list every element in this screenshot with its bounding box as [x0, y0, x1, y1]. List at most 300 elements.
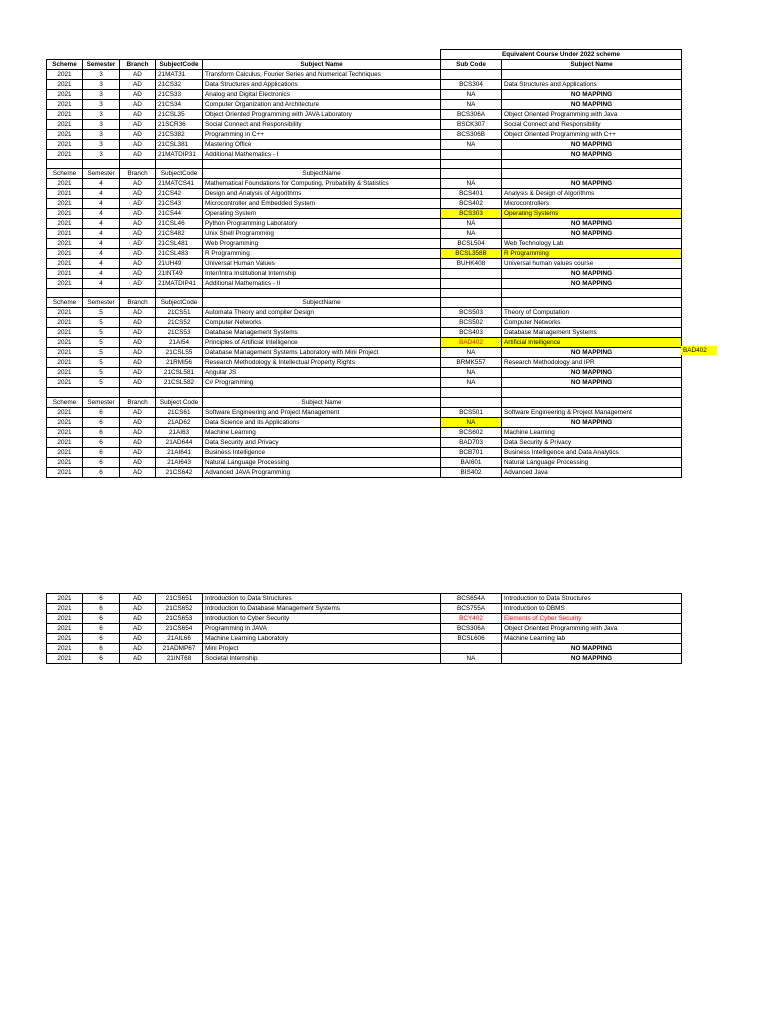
subject-code-cell: 21CS43 — [156, 199, 203, 209]
scheme-cell: 2021 — [47, 110, 83, 120]
scheme-cell: 2021 — [47, 338, 83, 348]
equivalent-subject-name-cell: NO MAPPING — [502, 348, 682, 358]
branch-cell: AD — [120, 447, 156, 457]
equivalent-subject-name-cell: Database Management Systems — [502, 328, 682, 338]
equivalent-subject-name-cell: NO MAPPING — [502, 269, 682, 279]
equivalent-subject-name-cell: NO MAPPING — [502, 140, 682, 150]
spacer-cell — [156, 388, 203, 397]
subject-code-cell: 21CSL35 — [156, 110, 203, 120]
subject-code-cell: 21CSL481 — [156, 239, 203, 249]
semester-cell: 4 — [83, 279, 120, 289]
table-row — [47, 644, 682, 654]
subject-code-cell: 21CS653 — [156, 614, 203, 624]
subject-name-cell: Unix Shell Programming — [203, 229, 441, 239]
column-header-empty — [502, 298, 682, 308]
spacer-cell — [441, 388, 502, 397]
scheme-cell: 2021 — [47, 348, 83, 358]
scheme-cell: 2021 — [47, 407, 83, 417]
equivalent-subject-name-cell: Data Security & Privacy — [502, 437, 682, 447]
scheme-cell: 2021 — [47, 328, 83, 338]
subject-code-cell: 21AI641 — [156, 447, 203, 457]
sub-code-cell: BCS403 — [441, 328, 502, 338]
subject-name-cell: Automata Theory and compiler Design — [203, 308, 441, 318]
equivalent-subject-name-cell: NO MAPPING — [502, 90, 682, 100]
subject-code-cell: 21CSL55 — [156, 348, 203, 358]
scheme-cell: 2021 — [47, 644, 83, 654]
subject-code-cell: 21MATCS41 — [156, 179, 203, 189]
semester-cell: 3 — [83, 150, 120, 160]
subject-code-cell: 21AI54 — [156, 338, 203, 348]
branch-cell: AD — [120, 120, 156, 130]
column-header-empty — [441, 298, 502, 308]
column-header: Scheme — [47, 60, 83, 70]
scheme-cell: 2021 — [47, 209, 83, 219]
semester-cell: 3 — [83, 90, 120, 100]
table-row — [47, 358, 682, 368]
subject-name-cell: Programming in JAVA — [203, 624, 441, 634]
column-header: SubjectCode — [156, 60, 203, 70]
subject-code-cell: 21CS382 — [156, 130, 203, 140]
subject-code-cell: 21AI643 — [156, 457, 203, 467]
table-row — [47, 249, 682, 259]
subject-name-cell: Advanced JAVA Programming — [203, 467, 441, 477]
column-header: Branch — [120, 60, 156, 70]
subject-code-cell: 21CSL581 — [156, 368, 203, 378]
subject-name-cell: Principles of Artificial Intelligence — [203, 338, 441, 348]
scheme-cell: 2021 — [47, 269, 83, 279]
table-row — [47, 80, 682, 90]
subject-name-cell: Operating System — [203, 209, 441, 219]
equivalent-subject-name-cell: NO MAPPING — [502, 179, 682, 189]
subject-code-cell: 21RMI56 — [156, 358, 203, 368]
equivalent-subject-name-cell: Social Connect and Responsibility — [502, 120, 682, 130]
branch-cell: AD — [120, 239, 156, 249]
branch-cell: AD — [120, 338, 156, 348]
table-row — [47, 259, 682, 269]
section-header-row — [47, 169, 682, 179]
semester-cell: 6 — [83, 407, 120, 417]
spacer-cell — [203, 388, 441, 397]
equivalent-subject-name-cell: NO MAPPING — [502, 368, 682, 378]
table-row — [47, 150, 682, 160]
subject-name-cell: Inter/Intra Institutional Internship — [203, 269, 441, 279]
branch-cell: AD — [120, 417, 156, 427]
equivalent-subject-name-cell: Artificial Intelligence — [502, 338, 682, 348]
subject-name-cell: Mini Project — [203, 644, 441, 654]
branch-cell: AD — [120, 229, 156, 239]
semester-cell: 3 — [83, 70, 120, 80]
equivalent-subject-name-cell — [502, 70, 682, 80]
table-row — [47, 199, 682, 209]
sub-code-cell: NA — [441, 378, 502, 388]
table-row — [47, 338, 682, 348]
sub-code-cell: BCS303 — [441, 209, 502, 219]
subject-name-cell: Database Management Systems Laboratory with Mini Project — [203, 348, 441, 358]
column-header-empty — [502, 397, 682, 407]
semester-cell: 4 — [83, 229, 120, 239]
scheme-cell: 2021 — [47, 249, 83, 259]
table-row — [47, 318, 682, 328]
equivalent-subject-name-cell: Theory of Computation — [502, 308, 682, 318]
subject-code-cell: 21CS42 — [156, 189, 203, 199]
equivalent-subject-name-cell: Object Oriented Programming with Java — [502, 624, 682, 634]
spacer-cell — [203, 160, 441, 169]
subject-name-cell: Python Programming Laboratory — [203, 219, 441, 229]
spacer-cell — [502, 160, 682, 169]
subject-code-cell: 21INT49 — [156, 269, 203, 279]
equivalent-subject-name-cell: Advanced Java — [502, 467, 682, 477]
scheme-cell: 2021 — [47, 130, 83, 140]
scheme-cell: 2021 — [47, 120, 83, 130]
subject-code-cell: 21AI63 — [156, 427, 203, 437]
semester-cell: 6 — [83, 634, 120, 644]
scheme-cell: 2021 — [47, 604, 83, 614]
column-header-empty — [502, 169, 682, 179]
subject-code-cell: 21CS51 — [156, 308, 203, 318]
branch-cell: AD — [120, 189, 156, 199]
subject-name-cell: Data Science and its Applications — [203, 417, 441, 427]
semester-cell: 6 — [83, 457, 120, 467]
spacer-cell — [83, 160, 120, 169]
subject-name-cell: Data Security and Privacy — [203, 437, 441, 447]
column-header: Sub Code — [441, 60, 502, 70]
table-row — [47, 209, 682, 219]
subject-name-cell: Software Engineering and Project Management — [203, 407, 441, 417]
semester-cell: 6 — [83, 594, 120, 604]
header-spacer — [47, 50, 83, 60]
branch-cell: AD — [120, 308, 156, 318]
table-row — [47, 269, 682, 279]
sub-code-cell: NA — [441, 229, 502, 239]
branch-cell: AD — [120, 594, 156, 604]
column-header: Branch — [120, 169, 156, 179]
table-row — [47, 407, 682, 417]
subject-name-cell: Additional Mathematics - II — [203, 279, 441, 289]
spacer-cell — [441, 289, 502, 298]
branch-cell: AD — [120, 407, 156, 417]
subject-name-cell: Data Structures and Applications — [203, 80, 441, 90]
table-row — [47, 594, 682, 604]
table-row — [47, 308, 682, 318]
scheme-cell: 2021 — [47, 447, 83, 457]
subject-code-cell: 21AD644 — [156, 437, 203, 447]
table-row — [47, 229, 682, 239]
subject-name-cell: Computer Networks — [203, 318, 441, 328]
section-header-row — [47, 397, 682, 407]
sub-code-cell: BCSL606 — [441, 634, 502, 644]
semester-cell: 5 — [83, 348, 120, 358]
scheme-cell: 2021 — [47, 624, 83, 634]
scheme-cell: 2021 — [47, 189, 83, 199]
semester-cell: 5 — [83, 328, 120, 338]
branch-cell: AD — [120, 90, 156, 100]
equivalent-subject-name-cell: Analysis & Design of Algorithms — [502, 189, 682, 199]
scheme-cell: 2021 — [47, 150, 83, 160]
equivalent-subject-name-cell: NO MAPPING — [502, 100, 682, 110]
table-row — [47, 279, 682, 289]
spacer-cell — [47, 388, 83, 397]
semester-cell: 5 — [83, 318, 120, 328]
subject-code-cell: 21CS52 — [156, 318, 203, 328]
header-spacer — [203, 50, 441, 60]
semester-cell: 6 — [83, 644, 120, 654]
column-header: Scheme — [47, 298, 83, 308]
scheme-cell: 2021 — [47, 614, 83, 624]
subject-code-cell: 21CS482 — [156, 229, 203, 239]
table-row — [47, 179, 682, 189]
semester-cell: 3 — [83, 80, 120, 90]
scheme-cell: 2021 — [47, 219, 83, 229]
sub-code-cell: BCS402 — [441, 199, 502, 209]
equivalent-subject-name-cell: NO MAPPING — [502, 654, 682, 664]
scheme-cell: 2021 — [47, 308, 83, 318]
table-row — [47, 239, 682, 249]
semester-cell: 5 — [83, 358, 120, 368]
branch-cell: AD — [120, 358, 156, 368]
scheme-cell: 2021 — [47, 318, 83, 328]
sub-code-cell: BAI601 — [441, 457, 502, 467]
sub-code-cell: NA — [441, 219, 502, 229]
sub-code-cell: BRMK557 — [441, 358, 502, 368]
sub-code-cell — [441, 269, 502, 279]
semester-cell: 4 — [83, 259, 120, 269]
table-row — [47, 219, 682, 229]
course-mapping-body — [47, 50, 682, 478]
subject-code-cell: 21CS34 — [156, 100, 203, 110]
sub-code-cell: BCS503 — [441, 308, 502, 318]
table-row — [47, 624, 682, 634]
sub-code-cell: BCS501 — [441, 407, 502, 417]
sub-code-cell — [441, 70, 502, 80]
subject-code-cell: 21CSL46 — [156, 219, 203, 229]
semester-cell: 4 — [83, 239, 120, 249]
column-header: Subject Code — [156, 397, 203, 407]
table-row — [47, 634, 682, 644]
subject-name-cell: Database Management Systems — [203, 328, 441, 338]
subject-code-cell: 21CS654 — [156, 624, 203, 634]
subject-code-cell: 21MAT31 — [156, 70, 203, 80]
semester-cell: 6 — [83, 447, 120, 457]
subject-name-cell: C# Programming — [203, 378, 441, 388]
section-header-row — [47, 298, 682, 308]
subject-code-cell: 21ADMP67 — [156, 644, 203, 654]
equivalent-subject-name-cell: Elements of Cyber Security — [502, 614, 682, 624]
table-row — [47, 130, 682, 140]
equivalent-subject-name-cell: Software Engineering & Project Management — [502, 407, 682, 417]
subject-name-cell: Mathematical Foundations for Computing, Probability & Statistics — [203, 179, 441, 189]
scheme-cell: 2021 — [47, 80, 83, 90]
subject-name-cell: Introduction to Database Management Systems — [203, 604, 441, 614]
sub-code-cell: BCS654A — [441, 594, 502, 604]
subject-code-cell: 21CS61 — [156, 407, 203, 417]
semester-cell: 5 — [83, 308, 120, 318]
sub-code-cell: BCB701 — [441, 447, 502, 457]
column-header: Scheme — [47, 169, 83, 179]
spacer-row — [47, 289, 682, 298]
scheme-cell: 2021 — [47, 90, 83, 100]
semester-cell: 6 — [83, 614, 120, 624]
subject-code-cell: 21CS651 — [156, 594, 203, 604]
header-spacer — [156, 50, 203, 60]
subject-name-cell: Additional Mathematics - I — [203, 150, 441, 160]
branch-cell: AD — [120, 110, 156, 120]
sub-code-cell: NA — [441, 179, 502, 189]
sub-code-cell: BCS306A — [441, 624, 502, 634]
subject-name-cell: Microcontroller and Embedded System — [203, 199, 441, 209]
spacer-cell — [156, 289, 203, 298]
spacer-cell — [120, 388, 156, 397]
table-row — [47, 437, 682, 447]
column-header: Semester — [83, 397, 120, 407]
semester-cell: 3 — [83, 120, 120, 130]
column-header: SubjectCode — [156, 169, 203, 179]
column-header: Branch — [120, 397, 156, 407]
spacer-cell — [203, 289, 441, 298]
course-mapping-table — [46, 49, 682, 478]
subject-name-cell: Transform Calculus, Fourier Series and Numerical Techniques — [203, 70, 441, 80]
subject-name-cell: Design and Analysis of Algorithms — [203, 189, 441, 199]
equivalent-subject-name-cell: Machine Learning — [502, 427, 682, 437]
scheme-cell: 2021 — [47, 279, 83, 289]
spacer-cell — [441, 160, 502, 169]
subject-code-cell: 21SCR36 — [156, 120, 203, 130]
sub-code-cell: BCY402 — [441, 614, 502, 624]
column-header-empty — [441, 169, 502, 179]
branch-cell: AD — [120, 70, 156, 80]
semester-cell: 6 — [83, 427, 120, 437]
column-header: Scheme — [47, 397, 83, 407]
subject-code-cell: 21MATDIP41 — [156, 279, 203, 289]
equivalent-subject-name-cell: Web Technology Lab — [502, 239, 682, 249]
sub-code-cell: BCS306B — [441, 130, 502, 140]
column-header: Semester — [83, 60, 120, 70]
scheme-cell: 2021 — [47, 427, 83, 437]
semester-cell: 4 — [83, 199, 120, 209]
column-header: Semester — [83, 298, 120, 308]
sub-code-cell: NA — [441, 368, 502, 378]
sub-code-cell: NA — [441, 100, 502, 110]
column-header: Semester — [83, 169, 120, 179]
scheme-cell: 2021 — [47, 654, 83, 664]
equivalent-subject-name-cell: NO MAPPING — [502, 417, 682, 427]
subject-name-cell: Web Programming — [203, 239, 441, 249]
scheme-cell: 2021 — [47, 358, 83, 368]
scheme-cell: 2021 — [47, 140, 83, 150]
subject-name-cell: Mastering Office — [203, 140, 441, 150]
spacer-cell — [502, 289, 682, 298]
table-row — [47, 457, 682, 467]
table-row — [47, 100, 682, 110]
subject-code-cell: 21CS44 — [156, 209, 203, 219]
subject-name-cell: Research Methodology & Intellectual Property Rights — [203, 358, 441, 368]
equivalent-subject-name-cell: NO MAPPING — [502, 279, 682, 289]
semester-cell: 4 — [83, 269, 120, 279]
subject-name-cell: Business Intelligence — [203, 447, 441, 457]
equivalent-subject-name-cell: NO MAPPING — [502, 229, 682, 239]
table-row — [47, 368, 682, 378]
column-header: Subject Name — [502, 60, 682, 70]
semester-cell: 5 — [83, 378, 120, 388]
table-row — [47, 378, 682, 388]
spacer-cell — [120, 289, 156, 298]
scheme-cell: 2021 — [47, 417, 83, 427]
scheme-cell: 2021 — [47, 368, 83, 378]
branch-cell: AD — [120, 368, 156, 378]
section-header-row — [47, 60, 682, 70]
scheme-cell: 2021 — [47, 199, 83, 209]
equivalent-subject-name-cell: NO MAPPING — [502, 219, 682, 229]
equivalent-subject-name-cell: Object Oriented Programming with Java — [502, 110, 682, 120]
header-spacer — [120, 50, 156, 60]
sub-code-cell: BAD402 — [441, 338, 502, 348]
scheme-cell: 2021 — [47, 378, 83, 388]
scheme-cell: 2021 — [47, 259, 83, 269]
branch-cell: AD — [120, 328, 156, 338]
subject-name-cell: Angular JS — [203, 368, 441, 378]
sub-code-cell: NA — [441, 90, 502, 100]
column-header: SubjectName — [203, 298, 441, 308]
branch-cell: AD — [120, 100, 156, 110]
subject-code-cell: 21CSL582 — [156, 378, 203, 388]
equivalent-subject-name-cell: Universal human values course — [502, 259, 682, 269]
elective-mapping-body — [47, 594, 682, 664]
equivalent-subject-name-cell: Natural Language Processing — [502, 457, 682, 467]
scheme-cell: 2021 — [47, 457, 83, 467]
column-header-empty — [441, 397, 502, 407]
subject-name-cell: Programming in C++ — [203, 130, 441, 140]
equivalent-subject-name-cell: Object Oriented Programming with C++ — [502, 130, 682, 140]
sub-code-cell: NA — [441, 348, 502, 358]
spacer-cell — [47, 289, 83, 298]
spacer-cell — [83, 289, 120, 298]
subject-name-cell: Introduction to Data Structures — [203, 594, 441, 604]
branch-cell: AD — [120, 348, 156, 358]
semester-cell: 4 — [83, 209, 120, 219]
spacer-row — [47, 160, 682, 169]
equivalent-subject-name-cell: NO MAPPING — [502, 150, 682, 160]
branch-cell: AD — [120, 80, 156, 90]
semester-cell: 6 — [83, 467, 120, 477]
subject-name-cell: Machine Learning — [203, 427, 441, 437]
branch-cell: AD — [120, 634, 156, 644]
table-row — [47, 120, 682, 130]
subject-name-cell: Computer Organization and Architecture — [203, 100, 441, 110]
column-header: Branch — [120, 298, 156, 308]
subject-name-cell: Introduction to Cyber Security — [203, 614, 441, 624]
sub-code-cell: NA — [441, 654, 502, 664]
table-row — [47, 614, 682, 624]
table-row — [47, 140, 682, 150]
semester-cell: 4 — [83, 179, 120, 189]
branch-cell: AD — [120, 604, 156, 614]
spacer-cell — [156, 160, 203, 169]
sub-code-cell — [441, 279, 502, 289]
scheme-cell: 2021 — [47, 437, 83, 447]
branch-cell: AD — [120, 457, 156, 467]
subject-code-cell: 21CS33 — [156, 90, 203, 100]
semester-cell: 3 — [83, 110, 120, 120]
sub-code-cell: NA — [441, 140, 502, 150]
subject-name-cell: Societal Internship — [203, 654, 441, 664]
equivalent-subject-name-cell: Introduction to Data Structures — [502, 594, 682, 604]
table-row — [47, 348, 682, 358]
branch-cell: AD — [120, 654, 156, 664]
subject-name-cell: Social Connect and Responsibility — [203, 120, 441, 130]
equivalent-subject-name-cell: Operating Systems — [502, 209, 682, 219]
sub-code-cell: BCS304 — [441, 80, 502, 90]
branch-cell: AD — [120, 179, 156, 189]
subject-code-cell: 21MATDIP31 — [156, 150, 203, 160]
